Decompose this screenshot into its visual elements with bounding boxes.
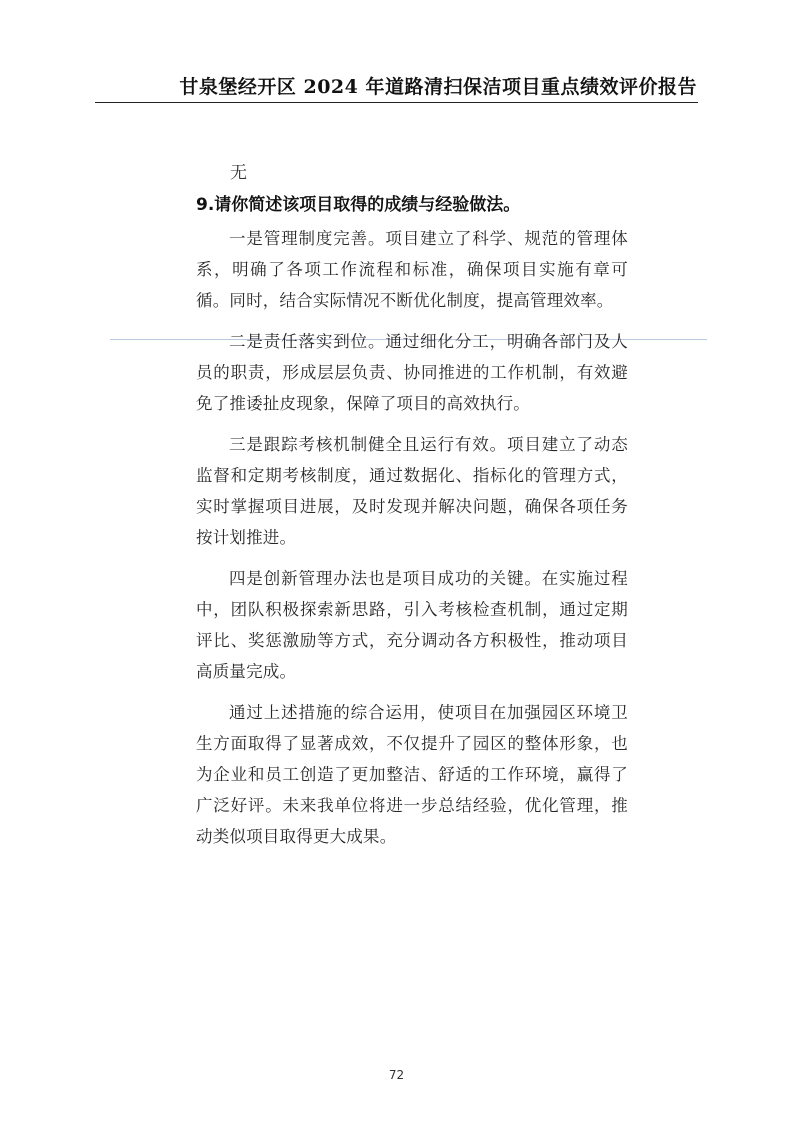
header-divider <box>95 102 698 103</box>
report-header-title: 甘泉堡经开区 2024 年道路清扫保洁项目重点绩效评价报告 <box>179 76 697 98</box>
report-body <box>196 158 628 862</box>
page-number: 72 <box>388 1068 405 1082</box>
paragraph-innovation: 四是创新管理办法也是项目成功的关键。在实施过程中，团队积极探索新思路，引入考核检查机制，通过定期评比、奖惩激励等方式，充分调动各方积极性，推动项目高质量完成。 <box>196 569 628 681</box>
paragraph-tracking-assessment: 三是跟踪考核机制健全且运行有效。项目建立了动态监督和定期考核制度，通过数据化、指标化的管理方式，实时掌握项目进展，及时发现并解决问题，确保各项任务按计划推进。 <box>196 435 628 547</box>
paragraph-summary: 通过上述措施的综合运用，使项目在加强园区环境卫生方面取得了显著成效，不仅提升了园区的整体形象，也为企业和员工创造了更加整洁、舒适的工作环境，赢得了广泛好评。未来我单位将进一步总结经验，优化管理，推动类似项目取得更大成果。 <box>196 703 628 846</box>
previous-answer-none: 无 <box>230 163 247 183</box>
question-9-heading: 9.请你简述该项目取得的成绩与经验做法。 <box>196 195 521 215</box>
paragraph-responsibility: 二是责任落实到位。通过细化分工，明确各部门及人员的职责，形成层层负责、协同推进的工作机制，有效避免了推诿扯皮现象，保障了项目的高效执行。 <box>196 332 628 413</box>
paragraph-management-system: 一是管理制度完善。项目建立了科学、规范的管理体系，明确了各项工作流程和标准，确保项目实施有章可循。同时，结合实际情况不断优化制度，提高管理效率。 <box>196 229 628 310</box>
